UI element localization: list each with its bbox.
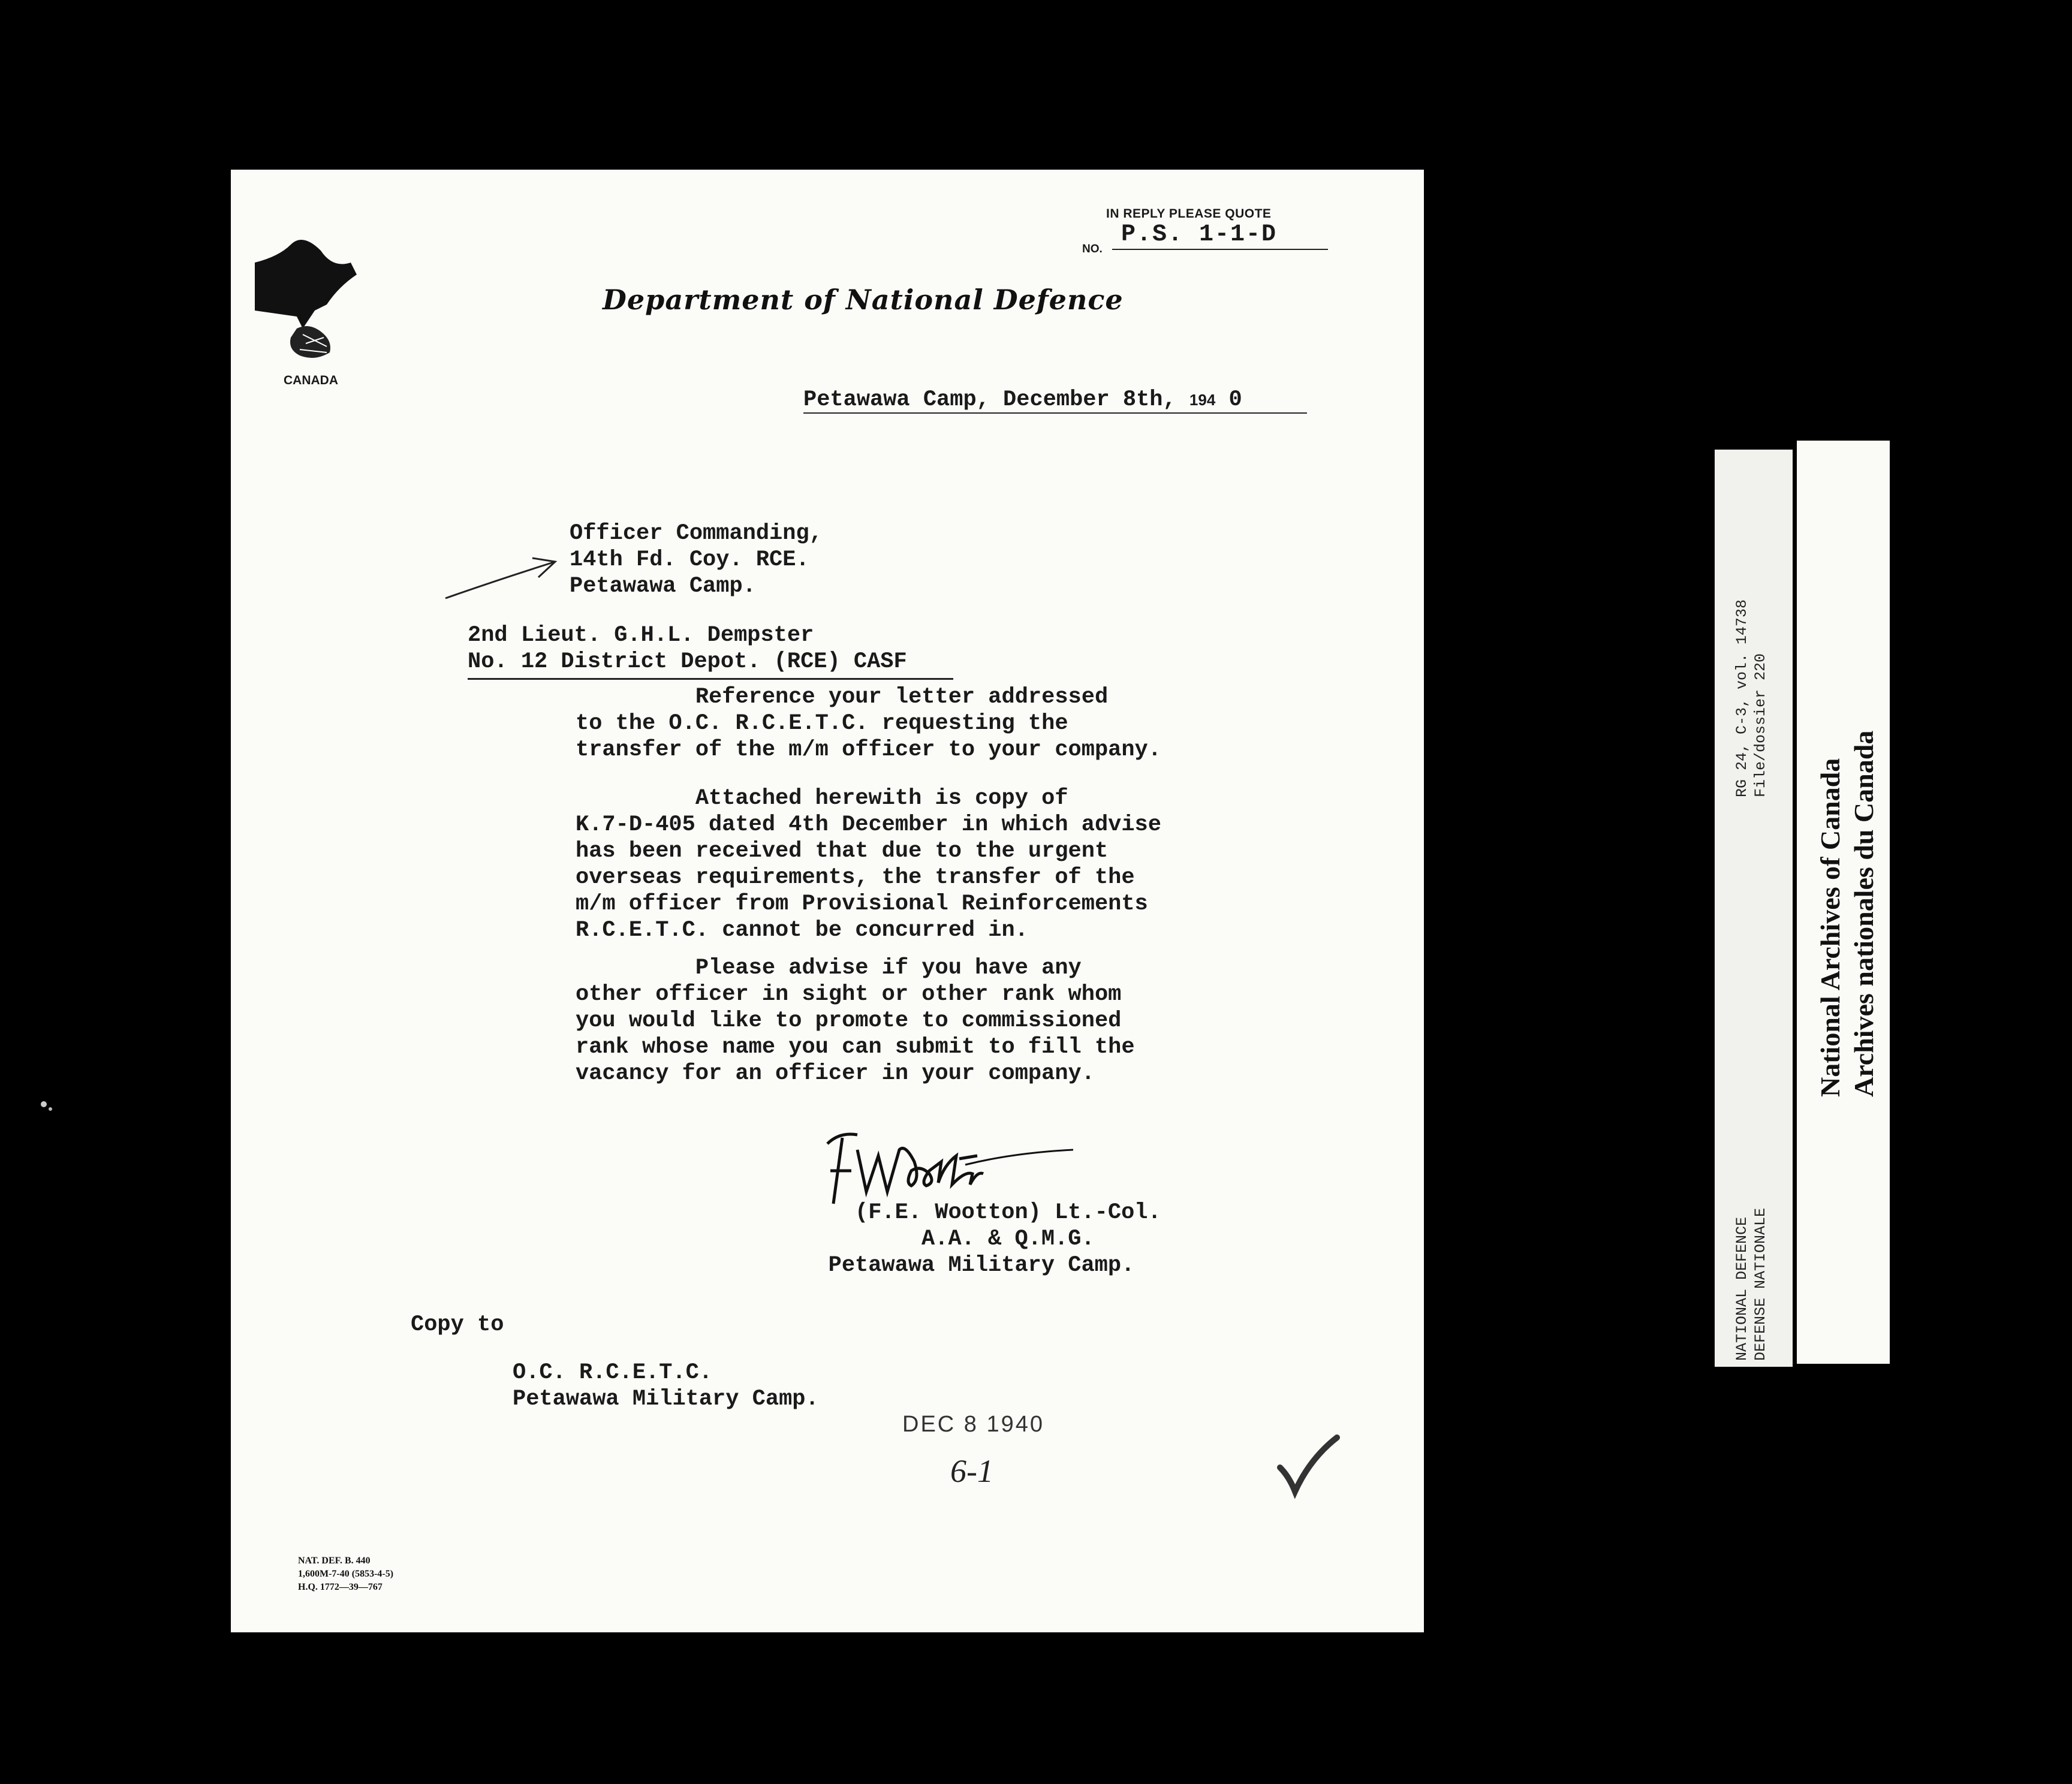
address-line: Officer Commanding, [570,521,823,546]
signature-block: (F.E. Wootton) Lt.-Col. A.A. & Q.M.G. Petawawa Military Camp. [828,1200,1161,1278]
hand-drawn-arrow-icon [442,553,562,601]
year-suffix: 0 [1215,387,1242,412]
form-number: NAT. DEF. B. 440 1,600M-7-40 (5853-4-5) H.Q. 1772—39—767 [298,1556,394,1592]
subject-line: 2nd Lieut. G.H.L. Dempster [468,623,814,648]
reply-quote-label: IN REPLY PLEASE QUOTE [1106,207,1272,221]
reply-number-label: NO. [1082,243,1103,255]
subject-line: No. 12 District Depot. (RCE) CASF [468,649,907,674]
year-prefix: 194 [1189,391,1216,409]
address-line: 14th Fd. Coy. RCE. [570,547,809,572]
reply-number: P.S. 1-1-D [1121,221,1278,248]
archive-reference-strip [1715,450,1793,1367]
dateline [803,387,1242,412]
archive-reference: RG 24, C-3, vol. 14738 File/dossier 220 [1733,599,1769,797]
handwritten-signature [815,1114,1079,1210]
subject-underline [468,678,953,680]
department-title: Department of National Defence [603,284,1124,316]
recipient-address [570,520,823,599]
copy-to-address: O.C. R.C.E.T.C. Petawawa Military Camp. [513,1360,819,1412]
canada-crest-icon [255,227,357,364]
copy-to-label: Copy to [411,1312,504,1337]
received-date-stamp: DEC 8 1940 [902,1412,1045,1437]
archive-department: NATIONAL DEFENCE DEFENSE NATIONALE [1733,1207,1769,1361]
canada-label: CANADA [284,373,338,387]
letter-page [231,170,1424,1632]
subject [468,622,907,675]
body-paragraph: Please advise if you have any other officer in sight or other rank whom you would like to promote to commissioned rank whose name you can submit to fill the vacancy for an officer in your company. [576,956,1135,1086]
archives-label-strip [1797,441,1890,1364]
handwritten-file-note: 6-1 [950,1453,993,1489]
body-paragraph: Reference your letter addressed to the O.C. R.C.E.T.C. requesting the transfer of the m/m officer to your company. [576,685,1161,763]
checkmark-icon [1274,1435,1340,1500]
place-date: Petawawa Camp, December 8th, [803,387,1189,412]
archives-name: National Archives of Canada Archives nationales du Canada [1815,730,1879,1097]
reply-underline [1112,249,1328,250]
date-underline [803,412,1307,414]
body-paragraph: Attached herewith is copy of K.7-D-405 dated 4th December in which advise has been received that due to the urgent overseas requirements, the transfer of the m/m officer from Provisional Reinforcements R.C.E.T.C. cannot be concurred in. [576,786,1161,943]
address-line: Petawawa Camp. [570,574,756,599]
